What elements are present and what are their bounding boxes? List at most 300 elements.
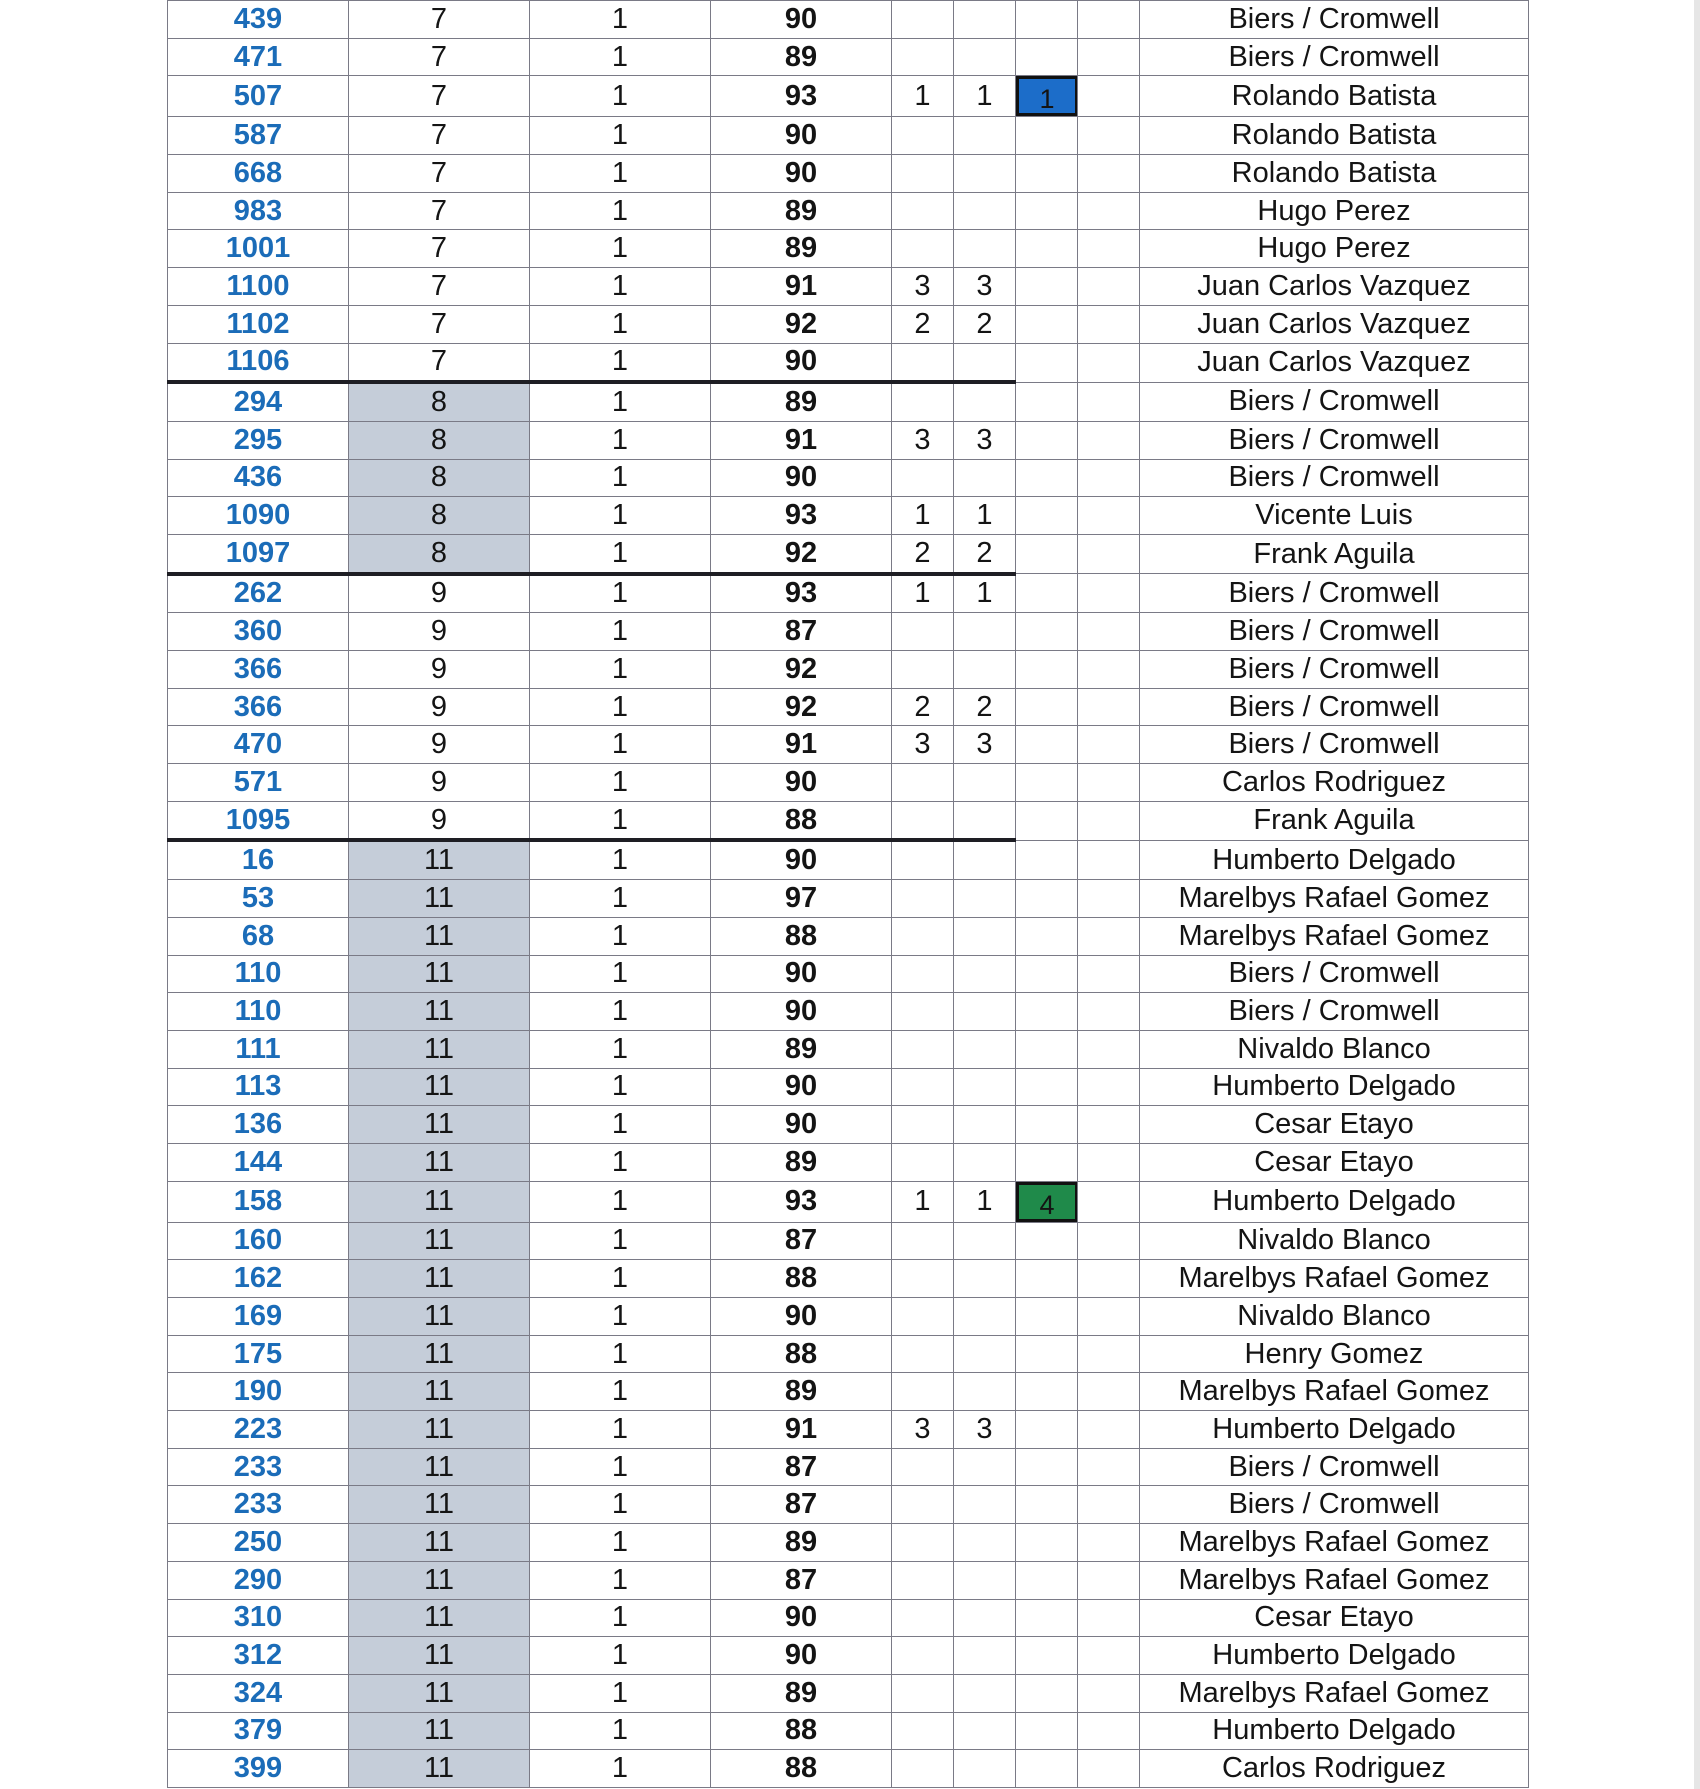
rank-a: 2	[892, 305, 954, 343]
placement-badge: 4	[1016, 1182, 1078, 1222]
rank-a	[892, 917, 954, 955]
judge-name: Humberto Delgado	[1140, 1181, 1529, 1222]
rank-b	[954, 1674, 1016, 1712]
badge-cell	[1016, 117, 1078, 155]
rank-b	[954, 459, 1016, 497]
judge-name: Biers / Cromwell	[1140, 613, 1529, 651]
table-row	[168, 1260, 1529, 1298]
rank-a	[892, 1335, 954, 1373]
score: 97	[711, 880, 892, 918]
class-number: 7	[349, 117, 530, 155]
rank-a	[892, 840, 954, 879]
rank-b	[954, 155, 1016, 193]
judge-name: Marelbys Rafael Gomez	[1140, 1373, 1529, 1411]
badge-cell	[1016, 192, 1078, 230]
entry-number: 160	[168, 1222, 349, 1260]
entry-number: 250	[168, 1524, 349, 1562]
judge-name: Frank Aguila	[1140, 801, 1529, 840]
rank-a: 3	[892, 268, 954, 306]
round-count: 1	[530, 613, 711, 651]
badge-cell	[1016, 1, 1078, 39]
rank-a	[892, 613, 954, 651]
round-count: 1	[530, 382, 711, 421]
class-number: 7	[349, 268, 530, 306]
class-number: 11	[349, 1561, 530, 1599]
score: 89	[711, 38, 892, 76]
table-row	[168, 1, 1529, 39]
round-count: 1	[530, 1599, 711, 1637]
badge-cell	[1016, 1486, 1078, 1524]
class-number: 11	[349, 880, 530, 918]
table-row	[168, 764, 1529, 802]
blank-cell	[1078, 155, 1140, 193]
round-count: 1	[530, 1448, 711, 1486]
rank-a	[892, 651, 954, 689]
badge-cell	[1016, 1448, 1078, 1486]
entry-number: 1090	[168, 497, 349, 535]
blank-cell	[1078, 1486, 1140, 1524]
rank-b	[954, 880, 1016, 918]
entry-number: 223	[168, 1411, 349, 1449]
table-row	[168, 1561, 1529, 1599]
blank-cell	[1078, 1, 1140, 39]
badge-cell	[1016, 497, 1078, 535]
blank-cell	[1078, 764, 1140, 802]
round-count: 1	[530, 1637, 711, 1675]
table-row	[168, 459, 1529, 497]
blank-cell	[1078, 1335, 1140, 1373]
badge-cell	[1016, 993, 1078, 1031]
judge-name: Cesar Etayo	[1140, 1143, 1529, 1181]
rank-b	[954, 1448, 1016, 1486]
score: 92	[711, 305, 892, 343]
class-number: 9	[349, 688, 530, 726]
judge-name: Cesar Etayo	[1140, 1106, 1529, 1144]
judge-name: Marelbys Rafael Gomez	[1140, 917, 1529, 955]
judge-name: Biers / Cromwell	[1140, 1448, 1529, 1486]
entry-number: 136	[168, 1106, 349, 1144]
rank-a	[892, 459, 954, 497]
round-count: 1	[530, 1674, 711, 1712]
badge-cell	[1016, 917, 1078, 955]
blank-cell	[1078, 840, 1140, 879]
rank-a	[892, 155, 954, 193]
judge-name: Humberto Delgado	[1140, 1712, 1529, 1750]
table-row	[168, 117, 1529, 155]
rank-b	[954, 1486, 1016, 1524]
badge-cell	[1016, 230, 1078, 268]
results-table	[167, 0, 1529, 1788]
round-count: 1	[530, 1335, 711, 1373]
judge-name: Marelbys Rafael Gomez	[1140, 880, 1529, 918]
table-row	[168, 155, 1529, 193]
rank-a	[892, 343, 954, 382]
rank-a	[892, 1561, 954, 1599]
badge-cell	[1016, 574, 1078, 613]
rank-b	[954, 230, 1016, 268]
round-count: 1	[530, 1, 711, 39]
entry-number: 169	[168, 1298, 349, 1336]
score: 89	[711, 230, 892, 268]
score: 88	[711, 917, 892, 955]
round-count: 1	[530, 840, 711, 879]
round-count: 1	[530, 343, 711, 382]
round-count: 1	[530, 1486, 711, 1524]
class-number: 9	[349, 613, 530, 651]
entry-number: 295	[168, 421, 349, 459]
badge-cell	[1016, 1674, 1078, 1712]
badge-cell	[1016, 1106, 1078, 1144]
score: 93	[711, 76, 892, 117]
rank-b	[954, 1143, 1016, 1181]
blank-cell	[1078, 880, 1140, 918]
table-row	[168, 1712, 1529, 1750]
table-row	[168, 801, 1529, 840]
score: 90	[711, 459, 892, 497]
class-number: 7	[349, 192, 530, 230]
table-row	[168, 1599, 1529, 1637]
rank-b	[954, 955, 1016, 993]
entry-number: 507	[168, 76, 349, 117]
badge-cell	[1016, 305, 1078, 343]
table-row	[168, 497, 1529, 535]
badge-cell	[1016, 1335, 1078, 1373]
round-count: 1	[530, 421, 711, 459]
badge-cell	[1016, 880, 1078, 918]
badge-cell	[1016, 534, 1078, 573]
rank-b	[954, 1373, 1016, 1411]
round-count: 1	[530, 1260, 711, 1298]
round-count: 1	[530, 305, 711, 343]
rank-b	[954, 117, 1016, 155]
table-row	[168, 230, 1529, 268]
table-row	[168, 574, 1529, 613]
entry-number: 1106	[168, 343, 349, 382]
rank-a	[892, 993, 954, 1031]
badge-cell	[1016, 155, 1078, 193]
rank-a	[892, 1599, 954, 1637]
blank-cell	[1078, 1068, 1140, 1106]
class-number: 11	[349, 1222, 530, 1260]
score: 92	[711, 651, 892, 689]
rank-a: 1	[892, 1181, 954, 1222]
judge-name: Carlos Rodriguez	[1140, 764, 1529, 802]
score: 89	[711, 1674, 892, 1712]
class-number: 11	[349, 1524, 530, 1562]
class-number: 9	[349, 764, 530, 802]
round-count: 1	[530, 1712, 711, 1750]
round-count: 1	[530, 1181, 711, 1222]
class-number: 11	[349, 1486, 530, 1524]
rank-a	[892, 1260, 954, 1298]
judge-name: Biers / Cromwell	[1140, 38, 1529, 76]
rank-b	[954, 1068, 1016, 1106]
rank-a	[892, 1486, 954, 1524]
class-number: 11	[349, 1599, 530, 1637]
badge-cell	[1016, 421, 1078, 459]
badge-cell	[1016, 1298, 1078, 1336]
judge-name: Marelbys Rafael Gomez	[1140, 1674, 1529, 1712]
score: 88	[711, 1750, 892, 1788]
blank-cell	[1078, 688, 1140, 726]
class-number: 7	[349, 76, 530, 117]
entry-number: 158	[168, 1181, 349, 1222]
badge-cell	[1016, 726, 1078, 764]
judge-name: Biers / Cromwell	[1140, 421, 1529, 459]
rank-b	[954, 1106, 1016, 1144]
rank-b	[954, 38, 1016, 76]
entry-number: 162	[168, 1260, 349, 1298]
class-number: 11	[349, 1674, 530, 1712]
badge-cell	[1016, 382, 1078, 421]
class-number: 9	[349, 574, 530, 613]
blank-cell	[1078, 117, 1140, 155]
score: 90	[711, 1298, 892, 1336]
score: 87	[711, 1486, 892, 1524]
entry-number: 470	[168, 726, 349, 764]
table-row	[168, 1143, 1529, 1181]
badge-cell	[1016, 1030, 1078, 1068]
round-count: 1	[530, 1298, 711, 1336]
score: 89	[711, 1373, 892, 1411]
score: 93	[711, 1181, 892, 1222]
entry-number: 1001	[168, 230, 349, 268]
entry-number: 310	[168, 1599, 349, 1637]
rank-b	[954, 1599, 1016, 1637]
class-number: 11	[349, 840, 530, 879]
badge-cell	[1016, 801, 1078, 840]
rank-a: 2	[892, 688, 954, 726]
rank-a: 1	[892, 76, 954, 117]
class-number: 11	[349, 1143, 530, 1181]
table-row	[168, 1106, 1529, 1144]
blank-cell	[1078, 534, 1140, 573]
blank-cell	[1078, 917, 1140, 955]
entry-number: 144	[168, 1143, 349, 1181]
entry-number: 110	[168, 993, 349, 1031]
rank-b: 3	[954, 421, 1016, 459]
entry-number: 190	[168, 1373, 349, 1411]
blank-cell	[1078, 1411, 1140, 1449]
badge-cell	[1016, 1599, 1078, 1637]
rank-b	[954, 382, 1016, 421]
entry-number: 68	[168, 917, 349, 955]
table-row	[168, 1674, 1529, 1712]
score: 90	[711, 1599, 892, 1637]
round-count: 1	[530, 1030, 711, 1068]
badge-cell	[1016, 1143, 1078, 1181]
rank-b	[954, 343, 1016, 382]
rank-a: 1	[892, 497, 954, 535]
blank-cell	[1078, 1524, 1140, 1562]
score: 88	[711, 1335, 892, 1373]
judge-name: Marelbys Rafael Gomez	[1140, 1561, 1529, 1599]
class-number: 11	[349, 1712, 530, 1750]
judge-name: Biers / Cromwell	[1140, 459, 1529, 497]
entry-number: 1095	[168, 801, 349, 840]
round-count: 1	[530, 1143, 711, 1181]
score: 87	[711, 1222, 892, 1260]
blank-cell	[1078, 497, 1140, 535]
rank-a	[892, 1524, 954, 1562]
score: 87	[711, 1561, 892, 1599]
table-row	[168, 1486, 1529, 1524]
badge-cell	[1016, 38, 1078, 76]
table-row	[168, 192, 1529, 230]
class-number: 8	[349, 497, 530, 535]
rank-a	[892, 1143, 954, 1181]
entry-number: 1102	[168, 305, 349, 343]
blank-cell	[1078, 343, 1140, 382]
score: 92	[711, 534, 892, 573]
class-number: 11	[349, 1448, 530, 1486]
judge-name: Biers / Cromwell	[1140, 726, 1529, 764]
entry-number: 587	[168, 117, 349, 155]
rank-b	[954, 1524, 1016, 1562]
rank-a	[892, 764, 954, 802]
entry-number: 290	[168, 1561, 349, 1599]
badge-cell	[1016, 613, 1078, 651]
blank-cell	[1078, 1599, 1140, 1637]
badge-cell	[1016, 1561, 1078, 1599]
blank-cell	[1078, 801, 1140, 840]
score: 93	[711, 497, 892, 535]
round-count: 1	[530, 1373, 711, 1411]
table-row	[168, 993, 1529, 1031]
badge-cell	[1016, 1260, 1078, 1298]
class-number: 11	[349, 1637, 530, 1675]
rank-a	[892, 382, 954, 421]
class-number: 9	[349, 726, 530, 764]
class-number: 7	[349, 155, 530, 193]
entry-number: 360	[168, 613, 349, 651]
table-row	[168, 1181, 1529, 1222]
table-row	[168, 268, 1529, 306]
entry-number: 436	[168, 459, 349, 497]
class-number: 7	[349, 38, 530, 76]
class-number: 11	[349, 917, 530, 955]
score: 92	[711, 688, 892, 726]
rank-b: 1	[954, 1181, 1016, 1222]
rank-a	[892, 1222, 954, 1260]
class-number: 11	[349, 1030, 530, 1068]
table-row	[168, 382, 1529, 421]
entry-number: 262	[168, 574, 349, 613]
blank-cell	[1078, 1030, 1140, 1068]
badge-cell	[1016, 840, 1078, 879]
entry-number: 110	[168, 955, 349, 993]
judge-name: Hugo Perez	[1140, 230, 1529, 268]
table-row	[168, 1068, 1529, 1106]
round-count: 1	[530, 497, 711, 535]
rank-a: 2	[892, 534, 954, 573]
table-row	[168, 534, 1529, 573]
rank-b	[954, 1750, 1016, 1788]
round-count: 1	[530, 1068, 711, 1106]
rank-b	[954, 651, 1016, 689]
rank-a	[892, 1750, 954, 1788]
rank-b: 1	[954, 76, 1016, 117]
badge-cell	[1016, 268, 1078, 306]
rank-a	[892, 1, 954, 39]
badge-cell	[1016, 1411, 1078, 1449]
round-count: 1	[530, 764, 711, 802]
judge-name: Biers / Cromwell	[1140, 993, 1529, 1031]
blank-cell	[1078, 382, 1140, 421]
badge-cell	[1016, 1524, 1078, 1562]
round-count: 1	[530, 1222, 711, 1260]
class-number: 8	[349, 382, 530, 421]
entry-number: 53	[168, 880, 349, 918]
blank-cell	[1078, 1181, 1140, 1222]
judge-name: Humberto Delgado	[1140, 1411, 1529, 1449]
judge-name: Humberto Delgado	[1140, 1637, 1529, 1675]
table-row	[168, 76, 1529, 117]
blank-cell	[1078, 1712, 1140, 1750]
table-row	[168, 880, 1529, 918]
round-count: 1	[530, 268, 711, 306]
rank-a	[892, 1674, 954, 1712]
rank-b: 2	[954, 688, 1016, 726]
blank-cell	[1078, 305, 1140, 343]
rank-b	[954, 192, 1016, 230]
class-number: 11	[349, 1373, 530, 1411]
blank-cell	[1078, 574, 1140, 613]
score: 90	[711, 155, 892, 193]
round-count: 1	[530, 38, 711, 76]
score: 89	[711, 192, 892, 230]
judge-name: Cesar Etayo	[1140, 1599, 1529, 1637]
blank-cell	[1078, 1637, 1140, 1675]
rank-a	[892, 1030, 954, 1068]
rank-b: 3	[954, 726, 1016, 764]
judge-name: Humberto Delgado	[1140, 1068, 1529, 1106]
badge-cell	[1016, 955, 1078, 993]
score: 90	[711, 764, 892, 802]
rank-a	[892, 230, 954, 268]
blank-cell	[1078, 421, 1140, 459]
entry-number: 1100	[168, 268, 349, 306]
score: 91	[711, 726, 892, 764]
score: 90	[711, 117, 892, 155]
rank-b	[954, 613, 1016, 651]
blank-cell	[1078, 1448, 1140, 1486]
class-number: 11	[349, 1750, 530, 1788]
class-number: 11	[349, 1411, 530, 1449]
table-row	[168, 1750, 1529, 1788]
blank-cell	[1078, 459, 1140, 497]
round-count: 1	[530, 574, 711, 613]
judge-name: Juan Carlos Vazquez	[1140, 343, 1529, 382]
class-number: 7	[349, 230, 530, 268]
class-number: 11	[349, 1335, 530, 1373]
entry-number: 399	[168, 1750, 349, 1788]
class-number: 11	[349, 993, 530, 1031]
table-row	[168, 840, 1529, 879]
rank-b	[954, 1, 1016, 39]
round-count: 1	[530, 880, 711, 918]
rank-a: 3	[892, 1411, 954, 1449]
blank-cell	[1078, 955, 1140, 993]
results-table-body	[168, 1, 1529, 1788]
placement-badge: 1	[1016, 76, 1078, 116]
badge-cell	[1016, 1222, 1078, 1260]
class-number: 7	[349, 343, 530, 382]
class-number: 8	[349, 421, 530, 459]
entry-number: 439	[168, 1, 349, 39]
round-count: 1	[530, 993, 711, 1031]
rank-b	[954, 1335, 1016, 1373]
